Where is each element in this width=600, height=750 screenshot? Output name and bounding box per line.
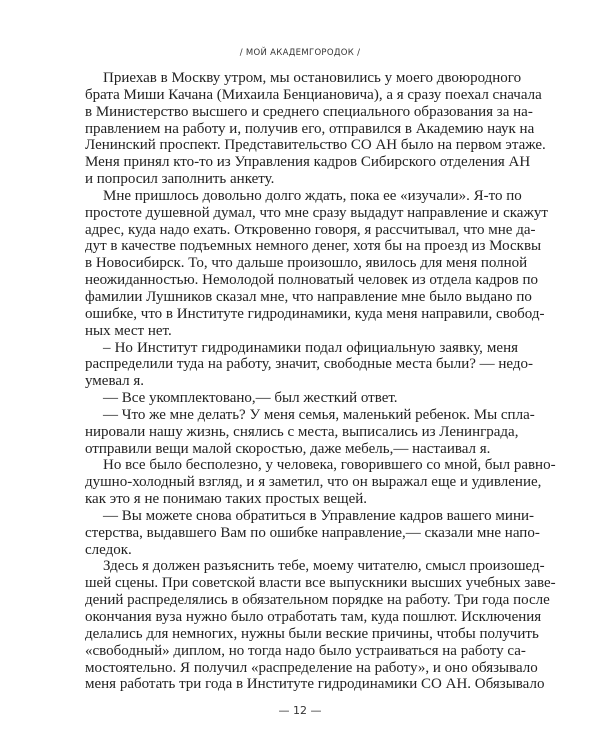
text-line: Меня принял кто-то из Управления кадров Сибирского отделения АН: [85, 154, 531, 171]
text-line: окончания вуза нужно было отработать там, куда пошлют. Исключения: [85, 609, 542, 625]
text-line: и попросил заполнить анкету.: [85, 171, 275, 188]
text-line: душно-холодный взгляд, и я заметил, что он выражал еще и удивление,: [85, 474, 542, 491]
page-number: — 12 —: [278, 704, 322, 717]
text-line: ошибке, что в Институте гидродинамики, куда меня направили, свобод-: [85, 305, 545, 322]
text-line: меня работать три года в Институте гидродинамики СО АН. Обязывало: [85, 676, 545, 693]
text-line: брата Миши Качана (Михаила Бенциановича), а я сразу поехал сначала: [85, 86, 542, 103]
text-line: фамилии Лушников сказал мне, что направление мне было выдано по: [85, 288, 532, 305]
text-line: мостоятельно. Я получил «распределение на работу», и оно обязывало: [85, 659, 538, 676]
text-line: в Министерство высшего и среднего специального образования за на-: [85, 103, 533, 120]
text-line: шей сцены. При советской власти все выпускники высших учебных заве-: [85, 575, 556, 592]
text-line: дут в качестве подъемных немного денег, хотя бы на проезд из Москвы: [85, 238, 542, 255]
text-line: Приехав в Москву утром, мы остановились у моего двоюродного: [103, 70, 522, 86]
body-text: [85, 70, 556, 693]
text-line: нировали нашу жизнь, снялись с места, выписались из Ленинграда,: [85, 423, 519, 440]
text-line: правлением на работу и, получив его, отправился в Академию наук на: [85, 120, 535, 137]
text-line: неожиданностью. Немолодой полноватый человек из отдела кадров по: [85, 272, 538, 289]
text-line: Ленинский проспект. Представительство СО АН было на первом этаже.: [85, 137, 546, 154]
text-line: — Что же мне делать? У меня семья, маленький ребенок. Мы спла-: [103, 406, 535, 423]
text-line: – Но Институт гидродинамики подал официальную заявку, меня: [103, 339, 518, 356]
text-line: Здесь я должен разъяснить тебе, моему читателю, смысл произошед-: [103, 558, 545, 575]
text-line: стерства, выдавшего Вам по ошибке направление,— сказали мне напо-: [85, 524, 540, 541]
text-line: отправили вещи малой скоростью, даже мебель,— настаивал я.: [85, 440, 491, 457]
running-header: / МОЙ АКАДЕМГОРОДОК /: [239, 48, 361, 58]
text-line: адрес, куда надо ехать. Откровенно говоря, я рассчитывал, что мне да-: [85, 221, 536, 238]
text-line: в Новосибирск. То, что дальше произошло, явилось для меня полной: [85, 255, 528, 272]
text-line: простоте душевной думал, что мне сразу выдадут направление и скажут: [85, 204, 548, 221]
text-line: распределили туда на работу, значит, свободные места были? — недо-: [85, 356, 534, 373]
text-line: — Все укомплектовано,— был жесткий ответ.: [103, 390, 398, 407]
text-line: — Вы можете снова обратиться в Управление кадров вашего мини-: [103, 507, 534, 524]
text-line: Но все было бесполезно, у человека, говорившего со мной, был равно-: [103, 457, 556, 474]
text-line: Мне пришлось довольно долго ждать, пока ее «изучали». Я-то по: [103, 187, 522, 204]
text-line: дений распределялись в обязательном порядке на работу. Три года после: [85, 592, 550, 609]
text-line: ных мест нет.: [85, 322, 172, 339]
text-line: «свободный» диплом, но тогда надо было устраиваться на работу са-: [85, 642, 526, 659]
text-line: умевал я.: [85, 373, 145, 390]
text-line: следок.: [85, 541, 132, 558]
text-line: делались для немногих, нужны были веские причины, чтобы получить: [85, 625, 539, 642]
text-line: как это я не понимаю таких простых вещей.: [85, 491, 368, 508]
